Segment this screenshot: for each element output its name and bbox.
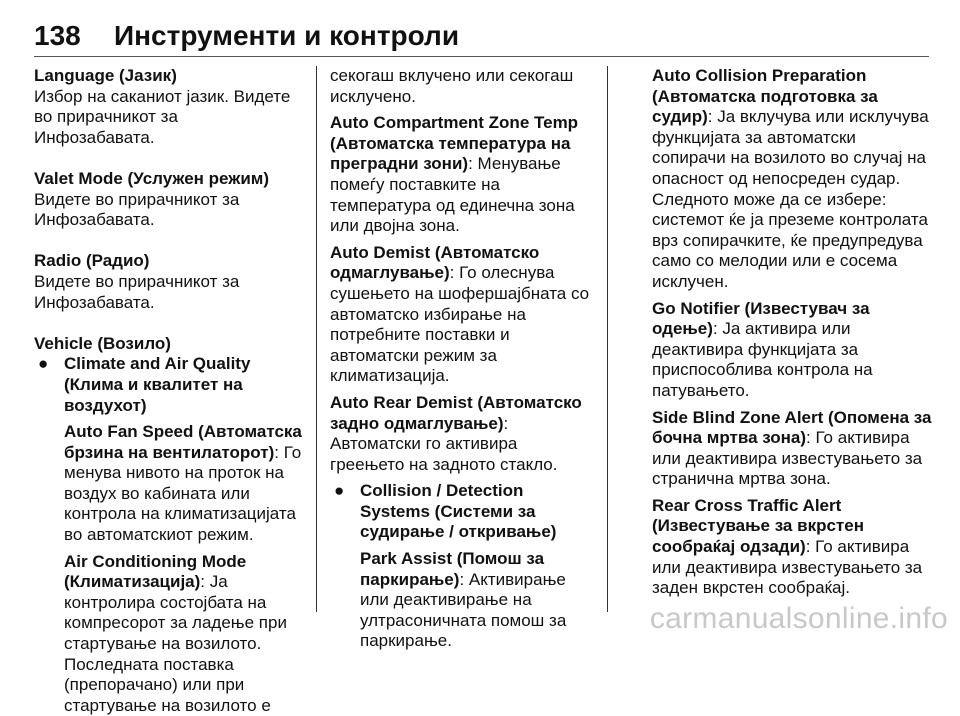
- setting-go-notifier: [652, 299, 932, 402]
- setting-title: Auto Fan Speed (Автоматска брзина на вентилаторот): [64, 422, 302, 462]
- column-1: [34, 66, 302, 716]
- column-2: [330, 66, 592, 652]
- setting-text: : Го менува нивото на проток на воздух во кабината или контрола на климатизацијата во автоматскиот режим.: [64, 442, 302, 545]
- section-language: [34, 66, 302, 148]
- setting-side-blind-zone: [652, 408, 932, 490]
- column-divider: [316, 66, 317, 612]
- setting-auto-demist: [330, 243, 592, 387]
- setting-collision-prep: [652, 66, 932, 293]
- setting-text: : Го активира или деактивира известувањето за заден вкрстен сообраќај.: [652, 537, 923, 598]
- section-text: Видете во прирачникот за Инфозабавата.: [34, 271, 240, 312]
- section-valet: [34, 169, 302, 231]
- column-divider: [607, 66, 608, 612]
- section-title: Valet Mode (Услужен режим): [34, 168, 270, 188]
- setting-title: Air Conditioning Mode (Климатизација): [64, 551, 247, 592]
- setting-title: Rear Cross Traffic Alert (Известување за вкрстен сообраќај одзади): [652, 495, 864, 557]
- setting-title: Auto Collision Preparation (Автоматска подготовка за судир): [652, 66, 878, 127]
- setting-zone-temp: [330, 113, 592, 237]
- section-radio: [34, 251, 302, 313]
- setting-title: Go Notifier (Известувач за одење): [652, 298, 870, 339]
- setting-text: : Активирање или деактивирање на ултрасоничната помош за паркирање.: [360, 569, 567, 651]
- section-text: Избор на саканиот јазик. Видете во прирачникот за Инфозабавата.: [34, 86, 291, 147]
- setting-air-conditioning: [64, 552, 302, 716]
- setting-text: : Ја контролира состојбата на компресорот за ладење при стартување на возилото. Последната поставка (препорачано) или при стартување на возилото е: [64, 572, 287, 715]
- list-item-climate: [34, 354, 302, 716]
- section-title: Language (Јазик): [34, 66, 177, 85]
- setting-text: : Ја вклучува или исклучува функцијата за автоматски сопирачи на возилото во случај на опасност од непосреден судар. Следното може да се избере: системот ќе ја преземе контролата врз сопирачките, ќе предупредува само со мелодии или е сосема исклучен.: [652, 107, 929, 291]
- page-header: [34, 20, 929, 57]
- page-title: Инструменти и контроли: [114, 20, 460, 51]
- setting-park-assist: [360, 549, 592, 652]
- setting-text: : Ја активира или деактивира функцијата за приспособлива контрола на патувањето.: [652, 319, 873, 400]
- bullet-icon: ●: [334, 481, 345, 501]
- section-vehicle: [34, 334, 302, 716]
- watermark: carmanualsonline.info: [649, 602, 948, 635]
- section-title: Vehicle (Возило): [34, 333, 171, 353]
- setting-title: Auto Compartment Zone Temp (Автоматска температура на преградни зони): [330, 113, 579, 174]
- bullet-icon: ●: [38, 354, 49, 374]
- setting-title: Park Assist (Помош за паркирање): [360, 549, 545, 589]
- setting-text: : Менување помеѓу поставките на температура од единечна зона или двојна зона.: [330, 154, 575, 236]
- setting-text: : Го олеснува сушењето на шофершајбната со автоматско избирање на потребните поставки и автоматски режим за климатизација.: [330, 263, 590, 386]
- setting-rear-demist: [330, 393, 592, 475]
- setting-fan-speed: [64, 422, 302, 546]
- item-title: Collision / Detection Systems (Системи за судирање / откривање): [360, 481, 557, 542]
- column-3: [652, 66, 932, 599]
- section-title: Radio (Радио): [34, 251, 150, 271]
- section-text: Видете во прирачникот за Инфозабавата.: [34, 189, 240, 230]
- item-title: Climate and Air Quality (Клима и квалитет на воздухот): [64, 354, 251, 415]
- setting-rear-cross-traffic: [652, 496, 932, 599]
- setting-text: : Автоматски го активира греењето на задното стакло.: [330, 413, 558, 474]
- setting-title: Auto Demist (Автоматско одмаглување): [330, 242, 540, 283]
- list-item-collision: [330, 481, 592, 652]
- page-number: 138: [34, 20, 81, 51]
- continued-text: секогаш вклучено или секогаш исклучено.: [330, 66, 574, 106]
- setting-text: : Го активира или деактивира известувањето за странична мртва зона.: [652, 428, 923, 489]
- setting-title: Auto Rear Demist (Автоматско задно одмаглување): [330, 392, 582, 433]
- setting-title: Side Blind Zone Alert (Опомена за бочна мртва зона): [652, 407, 932, 448]
